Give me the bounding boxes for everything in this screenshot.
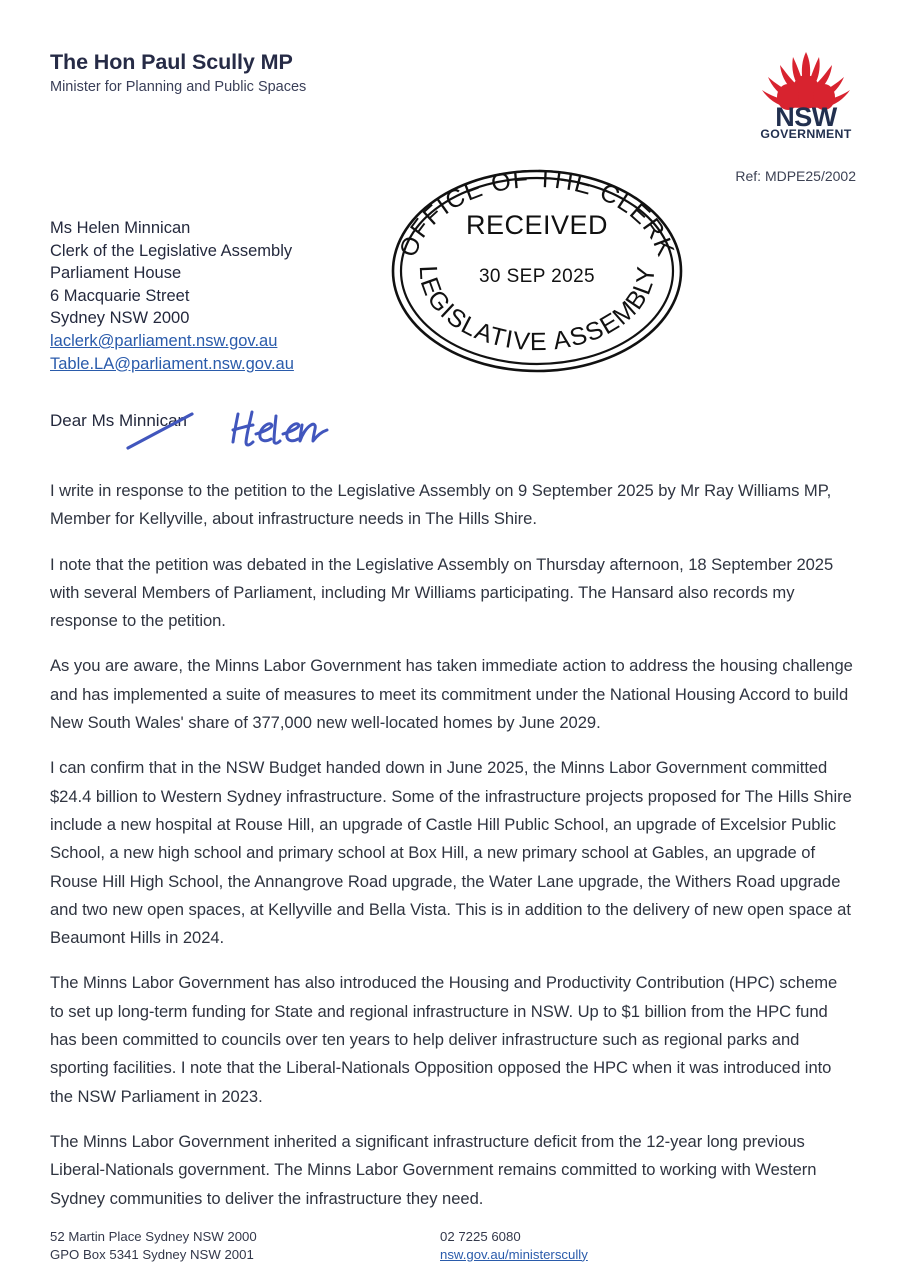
footer-website-link[interactable]: nsw.gov.au/ministerscully [440, 1246, 588, 1262]
footer-address-line-1: 52 Martin Place Sydney NSW 2000 [50, 1229, 257, 1244]
received-oval-stamp-icon [390, 168, 684, 374]
body-paragraph-5: The Minns Labor Government has also introduced the Housing and Productivity Contribution (HPC) scheme to set up long-term funding for State and regional infrastructure in NSW. Up to $1 billion from the HPC fund has been committed to councils over ten years to help deliver infrastructure such as regional parks and sporting facilities. I note that the Liberal-Nationals Opposition opposed the HPC when it was introduced into the NSW Parliament in 2023. [50, 973, 838, 1106]
stamp-received-text: RECEIVED [465, 210, 609, 240]
recipient-email-laclerk[interactable]: laclerk@parliament.nsw.gov.au [50, 331, 278, 350]
stamp-date-text: 30 SEP 2025 [478, 266, 596, 287]
salutation-printed: Dear Ms Minnican [50, 411, 187, 430]
footer-address-column [50, 1228, 440, 1264]
recipient-address-block [50, 217, 410, 375]
stamp-arc-top-text: OFFICE OF THE CLERK [394, 168, 680, 261]
letter-footer [50, 1228, 855, 1264]
footer-address-line-2: GPO Box 5341 Sydney NSW 2001 [50, 1246, 254, 1262]
stamp-arc-bottom-text: LEGISLATIVE ASSEMBLY [413, 264, 661, 357]
salutation-area [50, 404, 470, 454]
recipient-email-table-la[interactable]: Table.LA@parliament.nsw.gov.au [50, 354, 294, 373]
handwritten-annotation [50, 404, 470, 454]
body-paragraph-6: The Minns Labor Government inherited a significant infrastructure deficit from the 12-year long previous Liberal-Nationals government. The Minns Labor Government remains committed to working with Western Sydney communities to deliver the infrastructure they need. [50, 1131, 817, 1208]
reference-number: Ref: MDPE25/2002 [735, 168, 856, 184]
footer-phone: 02 7225 6080 [440, 1229, 521, 1244]
minister-name: The Hon Paul Scully MP [50, 50, 293, 74]
footer-contact-column [440, 1228, 740, 1264]
body-paragraph-1: I write in response to the petition to the Legislative Assembly on 9 September 2025 by Mr Ray Williams MP, Member for Kellyville, about infrastructure needs in The Hills Shire. [50, 481, 832, 529]
body-paragraph-4: I can confirm that in the NSW Budget handed down in June 2025, the Minns Labor Government committed $24.4 billion to Western Sydney infrastructure. Some of the infrastructure projects proposed for The Hills Shire include a new hospital at Rouse Hill, an upgrade of Castle Hill Public School, an upgrade of Excelsior Public School, a new high school and primary school at Box Hill, a new primary school at Gables, an upgrade of Rouse Hill High School, the Annangrove Road upgrade, the Water Lane upgrade, the Withers Road upgrade and two new open spaces, at Kellyville and Bella Vista. This is in addition to the delivery of new open space at Beaumont Hills in 2024. [50, 758, 852, 948]
svg-text:OFFICE OF THE CLERK [394, 168, 680, 261]
letterhead [50, 50, 570, 97]
recipient-name: Ms Helen Minnican [50, 219, 191, 237]
minister-role: Minister for Planning and Public Spaces [50, 78, 307, 95]
recipient-street: 6 Macquarie Street [50, 286, 190, 305]
nsw-government-logo-icon [756, 44, 856, 140]
svg-text:GOVERNMENT: GOVERNMENT [760, 127, 852, 140]
recipient-city: Sydney NSW 2000 [50, 309, 190, 328]
recipient-building: Parliament House [50, 264, 182, 283]
strikethrough-stroke [128, 414, 192, 448]
letter-body [50, 477, 855, 1213]
handwritten-helen [233, 412, 327, 445]
body-paragraph-2: I note that the petition was debated in the Legislative Assembly on Thursday afternoon, 18 September 2025 with several Members of Parliament, including Mr Williams participating. The Hansard also records my response to the petition. [50, 554, 834, 631]
svg-text:NSW: NSW [775, 102, 837, 132]
svg-text:LEGISLATIVE ASSEMBLY [414, 264, 661, 356]
body-paragraph-3: As you are aware, the Minns Labor Government has taken immediate action to address the housing challenge and has implemented a suite of measures to meet its commitment under the National Housing Accord to build New South Wales' share of 377,000 new well-located homes by June 2029. [50, 656, 853, 733]
recipient-title: Clerk of the Legislative Assembly [50, 241, 293, 260]
